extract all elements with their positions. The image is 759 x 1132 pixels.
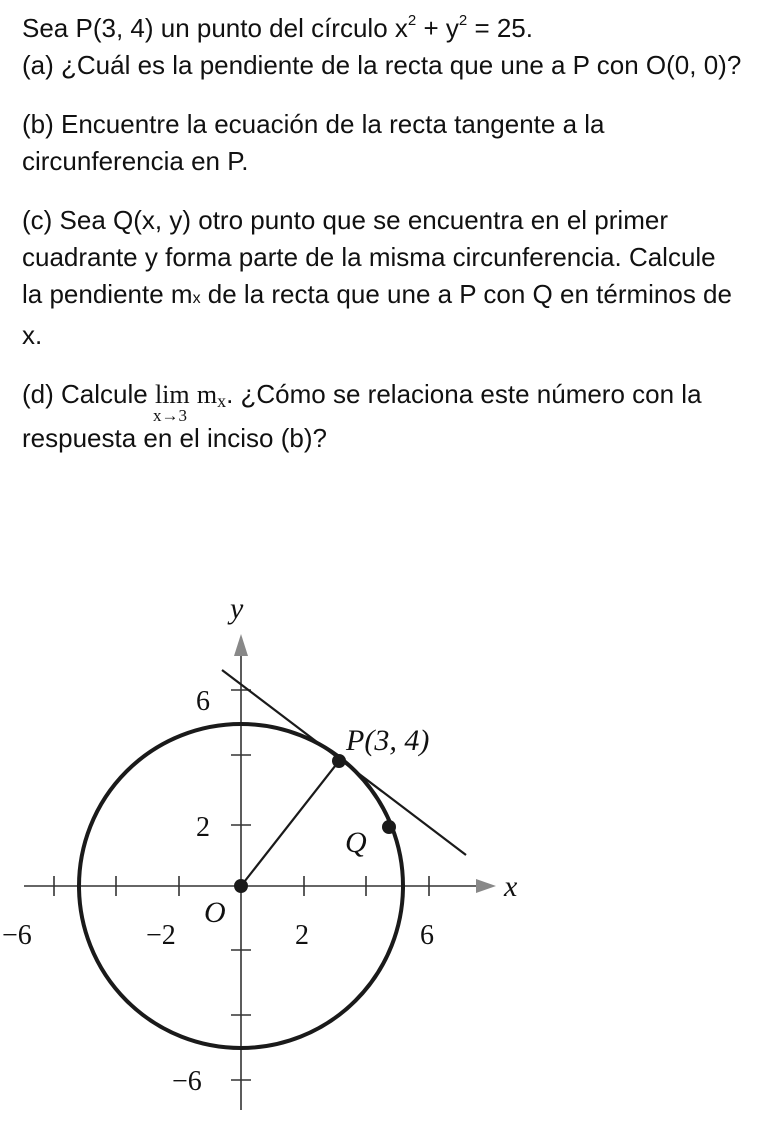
part-d-end-text: . ¿Cómo se relaciona este número con la respuesta en el inciso (b)? — [22, 379, 702, 453]
x-tick-label-neg2: −2 — [146, 920, 176, 951]
y-tick-label-6: 6 — [196, 686, 210, 717]
problem-text — [22, 10, 742, 457]
problem-intro — [22, 10, 742, 47]
part-c-text: (c) Sea Q(x, y) otro punto que se encuentra en el primer cuadrante y forma parte de la misma circunferencia. Calcule la pendiente m — [22, 205, 716, 309]
exponent-y: 2 — [458, 12, 468, 30]
limit-expression — [152, 380, 190, 425]
origin-label: O — [204, 896, 226, 929]
part-a: (a) ¿Cuál es la pendiente de la recta que une a P con O(0, 0)? — [22, 50, 742, 80]
point-p — [332, 754, 346, 768]
limit-subscript: x→3 — [152, 406, 187, 425]
y-axis-label: y — [230, 592, 244, 625]
point-q-label: Q — [345, 826, 367, 859]
part-b: (b) Encuentre la ecuación de la recta tangente a la circunferencia en P. — [22, 109, 605, 176]
x-tick-label-6: 6 — [420, 920, 434, 951]
x-tick-label-neg6: −6 — [2, 920, 32, 951]
part-d — [22, 376, 742, 457]
circle-figure — [0, 570, 759, 1132]
exponent-x: 2 — [407, 12, 417, 30]
intro-text: Sea P(3, 4) un punto del círculo x — [22, 13, 408, 43]
part-c — [22, 202, 742, 354]
x-tick-label-2: 2 — [295, 920, 309, 951]
y-axis-arrow-icon — [234, 634, 248, 656]
point-q — [382, 820, 396, 834]
part-c-end-text: de la recta que une a P con Q en términos de x. — [22, 279, 732, 350]
origin-point — [234, 879, 248, 893]
x-axis-arrow-icon — [476, 879, 496, 893]
part-d-text: (d) Calcule — [22, 379, 155, 409]
y-tick-label-2: 2 — [196, 812, 210, 843]
x-axis-label: x — [504, 870, 518, 903]
point-p-label: P(3, 4) — [346, 724, 430, 757]
part-c-subscript: x — [192, 290, 201, 307]
radius-line — [241, 761, 339, 886]
y-tick-label-neg6: −6 — [172, 1066, 202, 1097]
slope-symbol — [197, 380, 226, 409]
limit-operator: lim — [154, 380, 190, 409]
intro-mid-text: + y — [416, 13, 459, 43]
slope-subscript: x — [217, 391, 227, 411]
slope-m: m — [196, 380, 218, 409]
intro-end-text: = 25. — [467, 13, 533, 43]
